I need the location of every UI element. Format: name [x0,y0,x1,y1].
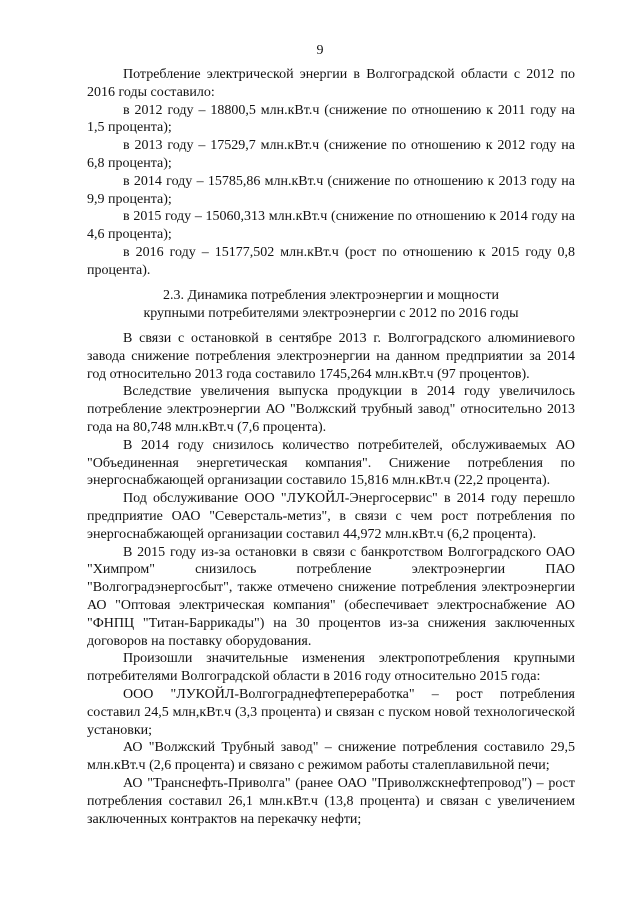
paragraph: АО "Волжский Трубный завод" – снижение потребления составило 29,5 млн.кВт.ч (2,6 процента) и связано с режимом работы сталеплавильной печи; [87,740,575,774]
section-heading-line-1: 2.3. Динамика потребления электроэнергии и мощности [163,288,499,303]
consumption-list [87,66,575,280]
list-item: в 2013 году – 17529,7 млн.кВт.ч (снижение по отношению к 2012 году на 6,8 процента); [87,138,575,171]
section-heading [87,287,575,323]
paragraph: Потребление электрической энергии в Волгоградской области с 2012 по 2016 годы составило: [87,67,575,100]
page-number: 9 [316,43,324,58]
paragraph: Вследствие увеличения выпуска продукции в 2014 году увеличилось потребление электроэнергии АО "Волжский трубный завод" относительно 2013 года на 80,748 млн.кВт.ч (7,6 процента). [87,384,575,435]
section-heading-line-2: крупными потребителями электроэнергии с 2012 по 2016 годы [143,305,519,321]
list-item: в 2014 году – 15785,86 млн.кВт.ч (снижение по отношению к 2013 году на 9,9 процента); [87,173,575,207]
paragraph: ООО "ЛУКОЙЛ-Волгограднефтепереработка" – рост потребления составил 24,5 млн,кВт.ч (3,3 процента) и связан с пуском новой технологической установки; [87,686,575,738]
paragraph: Произошли значительные изменения электропотребления крупными потребителями Волгоградской области в 2016 году относительно 2015 года: [87,651,575,685]
paragraph: АО "Транснефть-Приволга" (ранее ОАО "Приволжскнефтепровод") – рост потребления составил 26,1 млн.кВт.ч (13,8 процента) и связан с увеличением заключенных контрактов на перекачку нефти; [87,775,575,827]
paragraph: В связи с остановкой в сентябре 2013 г. Волгоградского алюминиевого завода снижение потребления электроэнергии на данном предприятии за 2014 год относительно 2013 года составило 1745,264 млн.кВт.ч (97 процентов). [87,331,575,382]
paragraph: Под обслуживание ООО "ЛУКОЙЛ-Энергосервис" в 2014 году перешло предприятие ОАО "Северсталь-метиз", в связи с чем рост потребления по энергоснабжающей организации составил 44,972 млн.кВт.ч (6,2 процента). [87,491,575,542]
list-item: в 2012 году – 18800,5 млн.кВт.ч (снижение по отношению к 2011 году на 1,5 процента); [87,102,575,136]
paragraph: В 2015 году из-за остановки в связи с банкротством Волгоградского ОАО "Химпром" снизилось потребление электроэнергии ПАО "Волгоградэнергосбыт", также отмечено снижение потребления электроэнергии АО "Оптовая электрическая компания" (обеспечивает электроснабжение АО "ФНПЦ "Титан-Баррикады") на 30 процентов из-за снижения заключенных договоров на поставку оборудования. [87,544,575,649]
list-item: в 2015 году – 15060,313 млн.кВт.ч (снижение по отношению к 2014 году на 4,6 процента); [87,209,575,243]
section-body [87,330,575,828]
list-item: в 2016 году – 15177,502 млн.кВт.ч (рост по отношению к 2015 году 0,8 процента). [87,244,575,278]
paragraph: В 2014 году снизилось количество потребителей, обслуживаемых АО "Объединенная энергетическая компания". Снижение потребления по энергоснабжающей организации составило 15,816 млн.кВт.ч (22,2 процента). [87,437,575,489]
